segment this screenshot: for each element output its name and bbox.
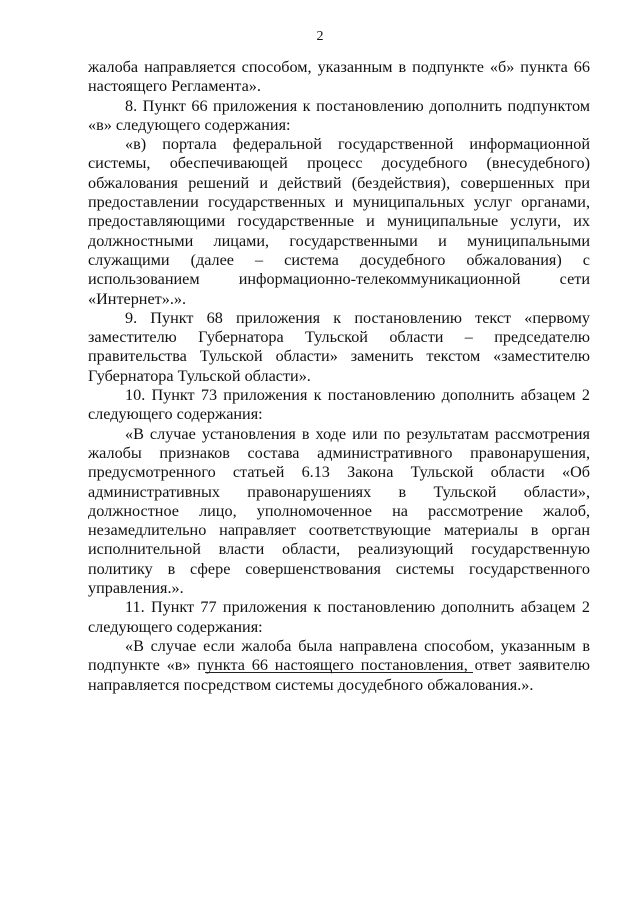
paragraph-item-8: 8. Пункт 66 приложения к постановлению дополнить подпунктом «в» следующего содержания: bbox=[88, 96, 590, 134]
paragraph-item-10-quote: «В случае установления в ходе или по результатам рассмотрения жалобы признаков состава административного правонарушения, предусмотренного статьей 6.13 Закона Тульской области «Об административных правонарушениях в Тульской области», должностное лицо, уполномоченное на рассмотрение жалоб, незамедлительно направляет соответствующие материалы в орган исполнительной власти области, реализующий государственную политику в сфере совершенствования системы государственного управления.». bbox=[88, 424, 590, 598]
paragraph-item-9: 9. Пункт 68 приложения к постановлению текст «первому заместителю Губернатора Тульской области – председателю правительства Тульской области» заменить текстом «заместителю Губернатора Тульской области». bbox=[88, 308, 590, 385]
end-divider-line bbox=[205, 672, 473, 673]
page-number: 2 bbox=[316, 29, 324, 44]
paragraph-continuation: жалоба направляется способом, указанным в подпункте «б» пункта 66 настоящего Регламента». bbox=[88, 58, 590, 96]
paragraph-item-11: 11. Пункт 77 приложения к постановлению дополнить абзацем 2 следующего содержания: bbox=[88, 598, 590, 636]
paragraph-item-11-quote: «В случае если жалоба была направлена способом, указанным в подпункте «в» пункта 66 настоящего постановления, ответ заявителю направляется посредством системы досудебного обжалования.». bbox=[88, 636, 590, 694]
paragraph-item-8-quote: «в) портала федеральной государственной информационной системы, обеспечивающей процесс досудебного (внесудебного) обжалования решений и действий (бездействия), совершенных при предоставлении государственных и муниципальных услуг органами, предоставляющими государственные и муниципальные услуги, их должностными лицами, государственными и муниципальными служащими (далее – система досудебного обжалования) с использованием информационно-телекоммуникационной сети «Интернет».». bbox=[88, 135, 590, 308]
paragraph-item-10: 10. Пункт 73 приложения к постановлению дополнить абзацем 2 следующего содержания: bbox=[88, 386, 590, 424]
document-body bbox=[88, 58, 590, 695]
